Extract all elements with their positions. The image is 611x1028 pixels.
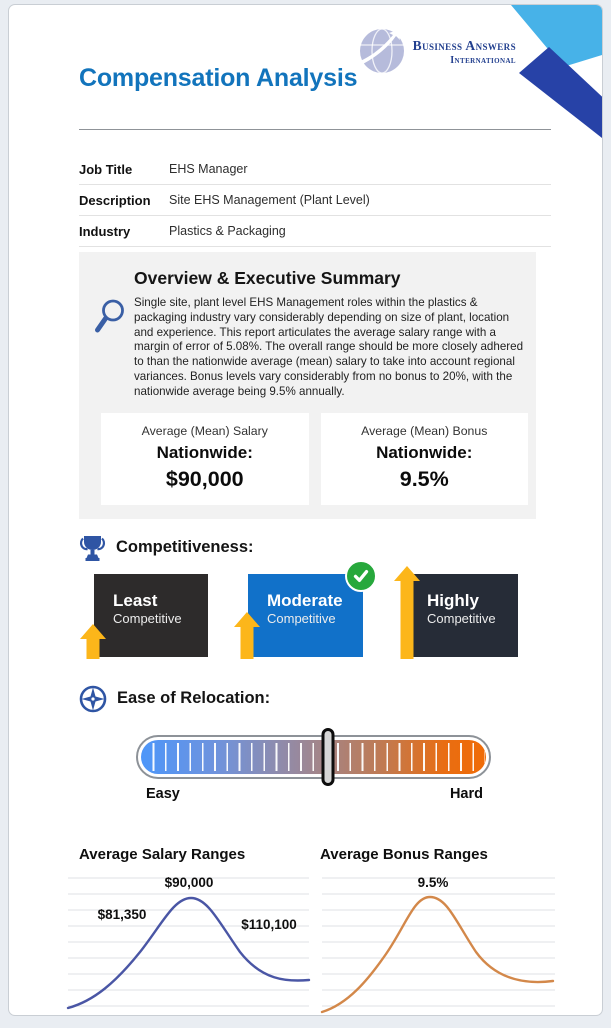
salary-stat-value: $90,000 — [165, 466, 244, 491]
magnifier-icon — [94, 298, 125, 400]
highly-competitive-card — [408, 574, 518, 657]
salary-stat-label: Average (Mean) Salary — [141, 423, 268, 438]
report-page — [8, 4, 603, 1016]
salary-range-chart — [66, 846, 311, 1016]
bonus-stat-value: 9.5% — [399, 466, 449, 491]
globe-icon — [359, 27, 405, 75]
page-title: Compensation Analysis — [79, 64, 358, 92]
salary-mean-label: $90,000 — [164, 874, 214, 890]
least-competitive-title: Least — [113, 590, 158, 610]
salary-stat-box — [101, 413, 309, 505]
salary-chart-title: Average Salary Ranges — [79, 845, 246, 863]
highly-competitive-subtitle: Competitive — [427, 610, 496, 626]
relocation-slider-marker[interactable] — [321, 728, 334, 786]
highly-competitive-title: Highly — [427, 590, 479, 610]
relocation-section-heading — [79, 685, 602, 713]
job-title-label: Job Title — [79, 161, 133, 177]
job-details-table — [79, 154, 551, 247]
description-label: Description — [79, 192, 151, 208]
description-value: Site EHS Management (Plant Level) — [169, 193, 370, 207]
least-competitive-card — [94, 574, 208, 657]
slider-hard-label: Hard — [449, 785, 483, 802]
moderate-competitive-title: Moderate — [267, 590, 343, 610]
salary-stat-scope: Nationwide: — [156, 442, 253, 462]
competitiveness-cards — [94, 574, 602, 657]
overview-summary-text: Single site, plant level EHS Management roles within the plastics & packaging industry vary considerably depending on size of plant, location and experience. This report articulates the average salary range with a margin of error of 5.08%. The overall range should be more closely adhered to than the nationwide average (mean) salary to take into account regional variances. Bonus levels vary considerably from no bonus to 20%, with the nationwide average being 9.5% annually. — [134, 296, 524, 398]
salary-bell-curve — [66, 874, 311, 1016]
bonus-range-chart — [320, 846, 557, 1016]
bonus-chart-title: Average Bonus Ranges — [320, 845, 488, 863]
company-logo — [359, 27, 516, 75]
industry-label: Industry — [79, 223, 131, 239]
overview-heading: Overview & Executive Summary — [134, 268, 401, 288]
bonus-bell-curve — [320, 874, 557, 1016]
least-competitive-subtitle: Competitive — [113, 610, 182, 626]
salary-lower-label: $81,350 — [97, 906, 147, 922]
selected-check-icon — [345, 560, 377, 592]
bonus-stat-label: Average (Mean) Bonus — [361, 423, 488, 438]
relocation-heading: Ease of Relocation: — [117, 689, 271, 708]
up-arrow-medium-icon — [234, 612, 260, 659]
trophy-icon — [79, 534, 106, 562]
salary-upper-label: $110,100 — [241, 916, 297, 932]
corner-triangle-dark-icon — [519, 47, 602, 145]
bonus-stat-box — [321, 413, 529, 505]
slider-tick-marks — [142, 743, 485, 771]
competitiveness-heading: Competitiveness: — [116, 538, 254, 557]
industry-value: Plastics & Packaging — [169, 224, 286, 238]
compass-icon — [79, 685, 107, 713]
overview-panel — [79, 252, 536, 519]
job-title-value: EHS Manager — [169, 162, 248, 176]
moderate-competitive-card — [248, 574, 363, 657]
up-arrow-short-icon — [80, 624, 106, 659]
relocation-slider-track — [141, 740, 486, 774]
bonus-stat-scope: Nationwide: — [376, 442, 473, 462]
bonus-mean-label: 9.5% — [417, 874, 449, 890]
table-row — [79, 185, 551, 216]
relocation-slider — [136, 735, 491, 779]
charts-section — [66, 846, 602, 1016]
up-arrow-tall-icon — [394, 566, 420, 659]
table-row — [79, 216, 551, 247]
slider-easy-label: Easy — [146, 785, 180, 802]
logo-text-line1: Business Answers — [412, 38, 516, 53]
competitiveness-section-heading — [79, 534, 602, 562]
moderate-competitive-subtitle: Competitive — [267, 610, 336, 626]
logo-text-line2: International — [450, 55, 516, 66]
